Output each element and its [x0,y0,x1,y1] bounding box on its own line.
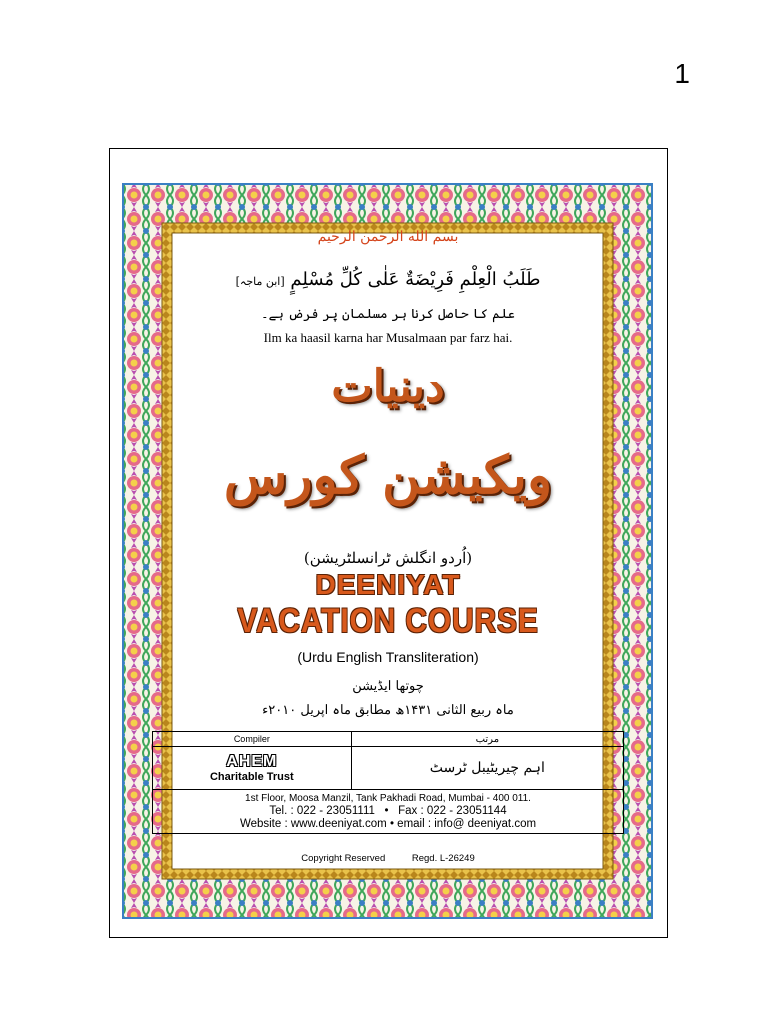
cover-content [172,219,604,883]
urdu-translation: علم کا حاصل کرنا ہر مسلمان پر فرض ہے۔ [261,307,515,322]
org-urdu-name: اہم چیریٹیبل ٹرسٹ [429,760,545,776]
compiler-label: Compiler [153,732,352,747]
cover-frame [109,148,668,938]
org-english-cell [153,747,352,790]
address: 1st Floor, Moosa Manzil, Tank Pakhadi Road, Mumbai - 400 011. [245,793,531,804]
copyright-notice: Copyright Reserved [301,853,386,864]
compiler-label-urdu: مرتب [351,732,623,747]
hadith-source: [ابن ماجہ] [235,275,285,288]
org-urdu-cell [351,747,623,790]
web-email-line [153,818,623,831]
page-number: 1 [674,58,690,89]
english-title-deeniyat: DEENIYAT [315,569,461,600]
english-title-vacation-course: VACATION COURSE [237,602,539,640]
urdu-title-deeniyat: دینیات [331,361,445,412]
copyright-line [172,853,604,864]
urdu-title-vacation-course: ویکیشن کورس [223,445,553,506]
hadith-arabic [172,269,604,290]
publication-date: ماہ ربیع الثانی ۱۴۳۱ھ مطابق ماہ اپریل ۲۰۱۰ء [262,703,514,718]
org-logo-text: AHEM [226,753,278,770]
edition-label: چوتھا ایڈیشن [352,679,424,694]
org-subname: Charitable Trust [209,771,294,783]
bullet-separator: • [389,818,398,830]
website: Website : www.deeniyat.com [239,818,387,830]
bullet-separator: • [378,805,395,817]
english-subtitle: (Urdu English Transliteration) [297,649,479,665]
bismillah-calligraphy: بسم الله الرحمن الرحیم [317,229,459,245]
registration-number: Regd. L-26249 [411,853,475,864]
fax-number: Fax : 022 - 23051144 [398,805,507,817]
publisher-info-table [152,731,624,834]
phone-number: Tel. : 022 - 23051111 [269,805,375,817]
contact-details [153,790,624,834]
roman-translation: Ilm ka haasil karna har Musalmaan par farz hai. [263,330,513,345]
email: email : info@ deeniyat.com [397,818,537,830]
hadith-text: طَلَبُ الْعِلْمِ فَرِيْضَةٌ عَلٰى كُلِّ مُسْلِمٍ [290,269,541,290]
urdu-subtitle: (اُردو انگلش ٹرانسلٹریشن) [303,549,473,567]
phone-fax-line [153,805,623,818]
